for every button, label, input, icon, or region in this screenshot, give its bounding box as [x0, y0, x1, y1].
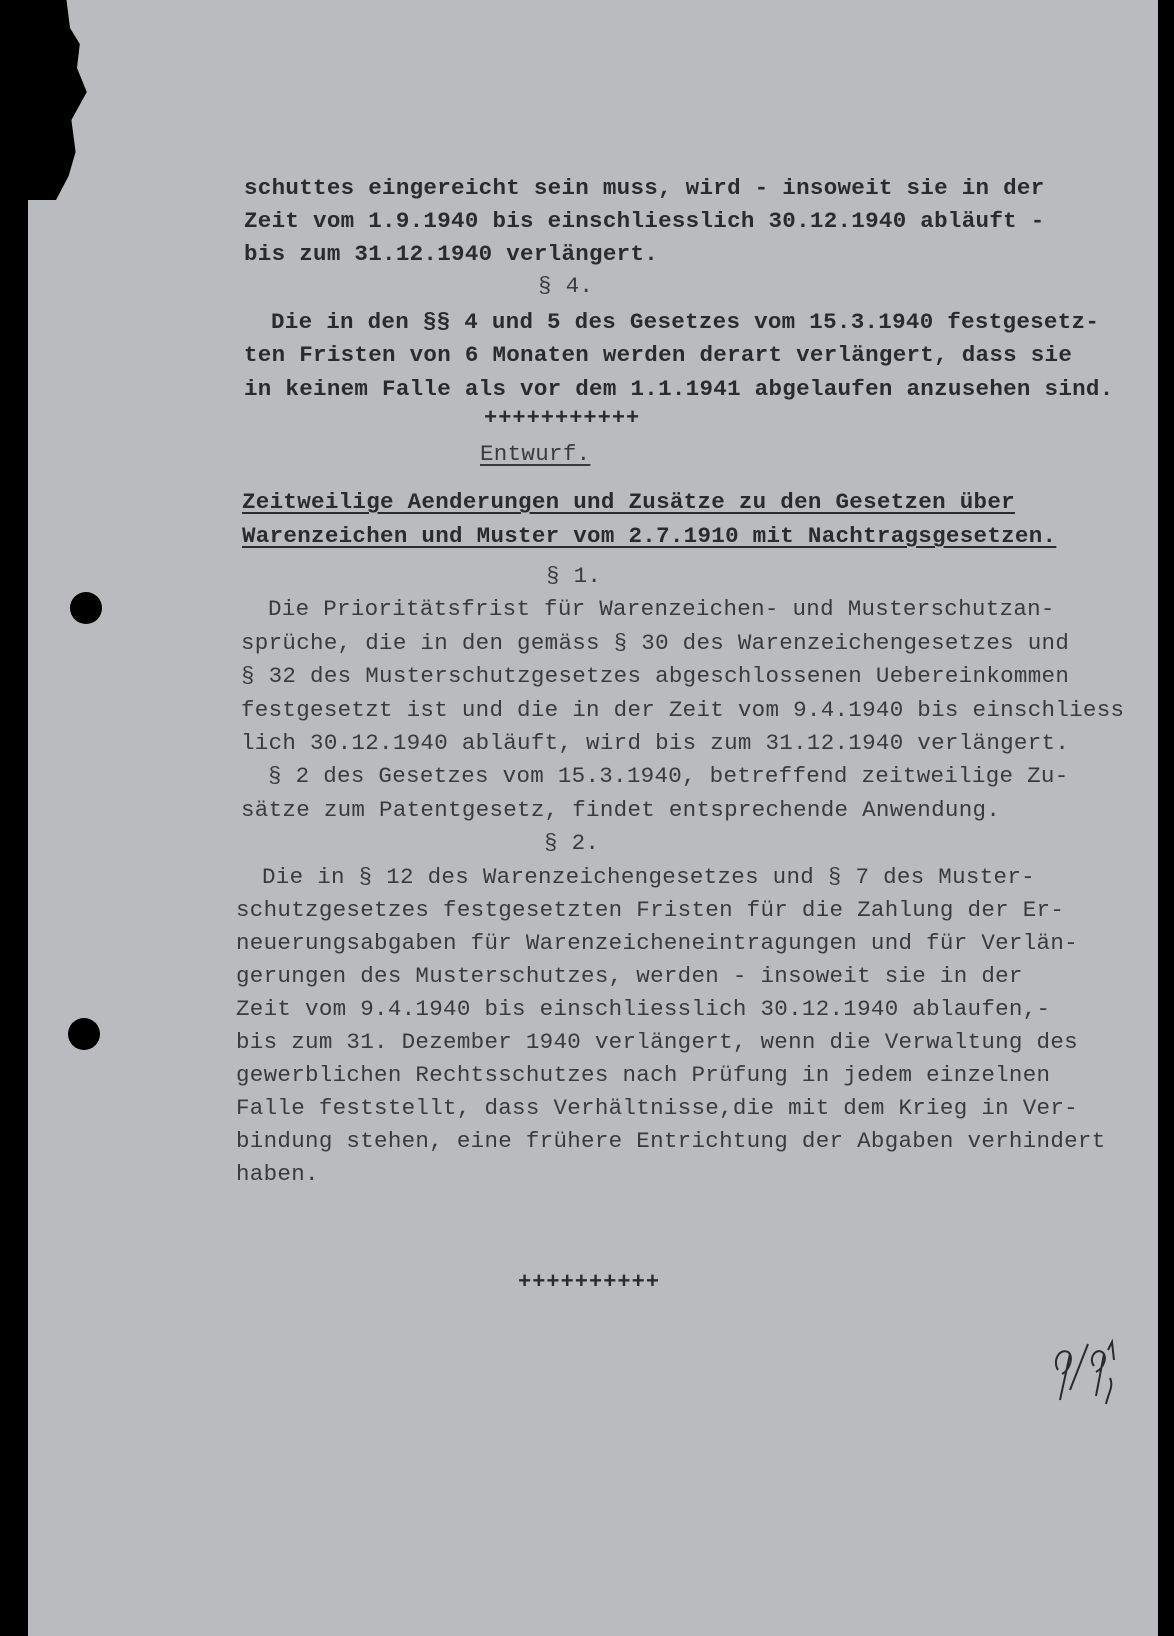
punch-hole-bottom	[68, 1018, 100, 1050]
text-line: neuerungsabgaben für Warenzeicheneintragungen und für Verlän-	[236, 930, 1078, 956]
text-line: Die in § 12 des Warenzeichengesetzes und § 7 des Muster-	[262, 864, 1035, 890]
separator: ++++++++++	[518, 1270, 661, 1295]
text-line: Zeit vom 9.4.1940 bis einschliesslich 30.12.1940 ablaufen,-	[236, 996, 1051, 1022]
text-line: lich 30.12.1940 abläuft, wird bis zum 31.12.1940 verlängert.	[241, 730, 1070, 756]
text-line: haben.	[236, 1161, 319, 1187]
text-line: § 2 des Gesetzes vom 15.3.1940, betreffend zeitweilige Zu-	[268, 763, 1069, 789]
document-page	[28, 0, 1158, 1636]
text-line: gerungen des Musterschutzes, werden - insoweit sie in der	[236, 963, 1023, 989]
torn-corner	[28, 0, 98, 200]
text-line: Die Prioritätsfrist für Warenzeichen- und Musterschutzan-	[268, 596, 1055, 622]
text-line: Zeit vom 1.9.1940 bis einschliesslich 30.12.1940 abläuft -	[244, 208, 1045, 234]
text-line: schutzgesetzes festgesetzten Fristen für die Zahlung der Er-	[236, 897, 1065, 923]
text-line: sprüche, die in den gemäss § 30 des Warenzeichengesetzes und	[241, 630, 1070, 656]
section-2-label: § 2.	[544, 830, 600, 856]
text-line: ten Fristen von 6 Monaten werden derart verlängert, dass sie	[244, 342, 1073, 368]
entwurf-heading: Entwurf.	[480, 441, 591, 467]
text-line: bis zum 31. Dezember 1940 verlängert, wenn die Verwaltung des	[236, 1029, 1078, 1055]
text-line: § 32 des Musterschutzgesetzes abgeschlossenen Uebereinkommen	[241, 663, 1070, 689]
text-line: bindung stehen, eine frühere Entrichtung der Abgaben verhindert	[236, 1128, 1106, 1154]
text-line: bis zum 31.12.1940 verlängert.	[244, 241, 659, 267]
section-4-label: § 4.	[538, 273, 594, 299]
text-line: in keinem Falle als vor dem 1.1.1941 abgelaufen anzusehen sind.	[244, 376, 1114, 402]
title-line: Zeitweilige Aenderungen und Zusätze zu den Gesetzen über	[242, 489, 1015, 515]
punch-hole-top	[70, 592, 102, 624]
title-line: Warenzeichen und Muster vom 2.7.1910 mit Nachtragsgesetzen.	[242, 523, 1057, 549]
text-line: schuttes eingereicht sein muss, wird - insoweit sie in der	[244, 175, 1045, 201]
text-line: Die in den §§ 4 und 5 des Gesetzes vom 15.3.1940 festgesetz-	[271, 309, 1100, 335]
handwritten-initials	[1048, 1330, 1128, 1420]
text-line: sätze zum Patentgesetz, findet entsprechende Anwendung.	[241, 797, 1001, 823]
text-line: festgesetzt ist und die in der Zeit vom 9.4.1940 bis einschliess	[241, 697, 1125, 723]
text-line: gewerblichen Rechtsschutzes nach Prüfung in jedem einzelnen	[236, 1062, 1051, 1088]
text-line: Falle feststellt, dass Verhältnisse,die mit dem Krieg in Ver-	[236, 1095, 1078, 1121]
separator: +++++++++++	[484, 406, 641, 431]
section-1-label: § 1.	[546, 563, 602, 589]
